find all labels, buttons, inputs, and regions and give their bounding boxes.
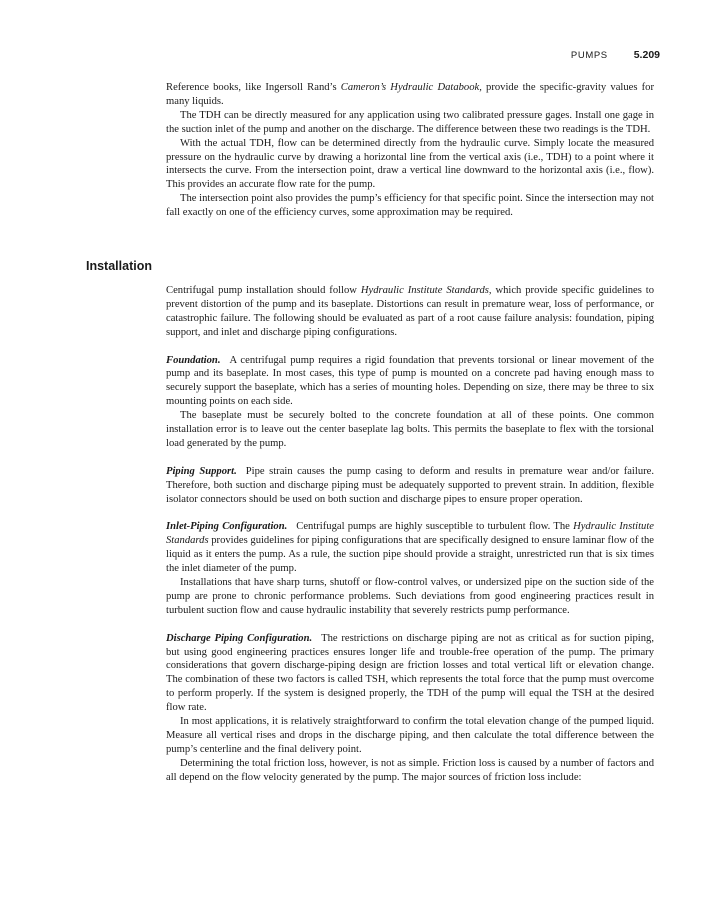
foundation-paragraph-2: The baseplate must be securely bolted to the concrete foundation at all of these points. One common installation error is to leave out the center baseplate lag bolts. This permits the baseplate to flex with the torsional load generated by the pump. [166,410,654,449]
discharge-piping-paragraph-2: In most applications, it is relatively straightforward to confirm the total elevation change of the pumped liquid. Measure all vertical rises and drops in the discharge piping, and then calculate the total difference between the pump’s centerline and the final delivery point. [166,716,654,755]
piping-support-paragraph [166,465,654,507]
piping-support-runin-title: Piping Support. [166,465,237,477]
intro-p1-book-title: Cameron’s Hydraulic Databook, [340,82,482,93]
intro-paragraph-4: The intersection point also provides the pump’s efficiency for that specific point. Since the intersection may not fall exactly on one of the efficiency curves, some approximation may be required. [166,193,654,219]
inlet-piping-runin-title: Inlet-Piping Configuration. [166,521,288,533]
inlet-piping-standard-title: Hydraulic Institute Standards [166,521,654,547]
installation-p1-text-a: Centrifugal pump installation should follow [166,285,361,296]
foundation-p1-text: A centrifugal pump requires a rigid foundation that prevents torsional or linear movement of the pump and its baseplate. In most cases, this type of pump is mounted on a concrete pad having enough mass to securely support the baseplate, which has a series of mounting holes. Depending on size, there may be three to six mounting points on each side. [166,354,654,408]
discharge-piping-runin-title: Discharge Piping Configuration. [166,632,313,644]
intro-paragraph-2: The TDH can be directly measured for any application using two calibrated pressure gages. Install one gage in the suction inlet of the pump and another on the discharge. The difference between these two readings is the TDH. [166,109,654,135]
paragraph-gap [166,618,654,632]
installation-p1-standard-title: Hydraulic Institute Standards, [360,285,492,296]
discharge-piping-paragraph-1 [166,632,654,715]
foundation-runin-title: Foundation. [166,354,221,366]
installation-block [166,284,654,785]
running-head [571,49,660,62]
foundation-paragraph-1 [166,354,654,410]
running-head-section-title: PUMPS [570,50,608,61]
inlet-piping-paragraph-2: Installations that have sharp turns, shutoff or flow-control valves, or undersized pipe on the suction side of the pump are prone to chronic performance problems. Such deviations from good engineering practices result in turbulent suction flow and cause hydraulic instability that severely restricts pump performance. [166,576,654,616]
installation-p1-text-c: which provide specific guidelines to prevent distortion of the pump and its baseplate. Distortions can result in premature wear, loss of performance, or catastrophic failure. The following should be evaluated as part of a root cause failure analysis: foundation, piping support, and inlet and discharge piping configurations. [166,285,655,338]
paragraph-gap [166,340,654,354]
paragraph-gap [166,506,654,520]
installation-paragraph-1 [166,284,654,340]
inlet-piping-text-c: provides guidelines for piping configurations that are specifically designed to ensure laminar flow of the liquid as it enters the pump. As a rule, the suction pipe should provide a straight, unrestricted run that is six times the inlet diameter of the pump. [166,535,654,575]
page-number: 5.209 [633,49,660,61]
intro-block [166,81,654,220]
discharge-piping-p1-text: The restrictions on discharge piping are not as critical as for suction piping, but using good engineering practices ensures longer life and trouble-free operation of the pump. The primary considerations that govern discharge-piping design are friction losses and total vertical lift or elevation change. The combination of these two factors is called TSH, which represents the total force that the pump must overcome to perform properly. If the system is designed properly, the TDH of the pump will equal the TSH at the desired flow rate. [166,632,654,714]
section-heading-installation: Installation [86,259,152,273]
intro-paragraph-3: With the actual TDH, flow can be determined directly from the hydraulic curve. Simply locate the measured pressure on the hydraulic curve by drawing a horizontal line from the vertical axis (i.e., TDH) to a point where it intersects the curve. From the intersection point, draw a vertical line downward to the horizontal axis (i.e., flow). This provides an accurate flow rate for the pump. [166,137,654,191]
intro-p1-text-a: Reference books, like Ingersoll Rand’s [166,82,341,93]
intro-p1-text-c: provide the specific-gravity values for many liquids. [166,82,654,107]
paragraph-gap [166,451,654,465]
intro-paragraph-1 [166,81,654,109]
discharge-piping-paragraph-3: Determining the total friction loss, however, is not as simple. Friction loss is caused by a number of factors and all depend on the flow velocity generated by the pump. The major sources of friction loss include: [166,757,654,783]
inlet-piping-text-a: Centrifugal pumps are highly susceptible to turbulent flow. The [296,521,574,533]
inlet-piping-paragraph-1 [166,520,654,576]
piping-support-text: Pipe strain causes the pump casing to deform and results in premature wear and/or failure. Therefore, both suction and discharge piping must be adequately supported to prevent strain. In addition, flexible isolator connectors should be used on both suction and discharge pipes to ensure proper operation. [166,465,654,505]
